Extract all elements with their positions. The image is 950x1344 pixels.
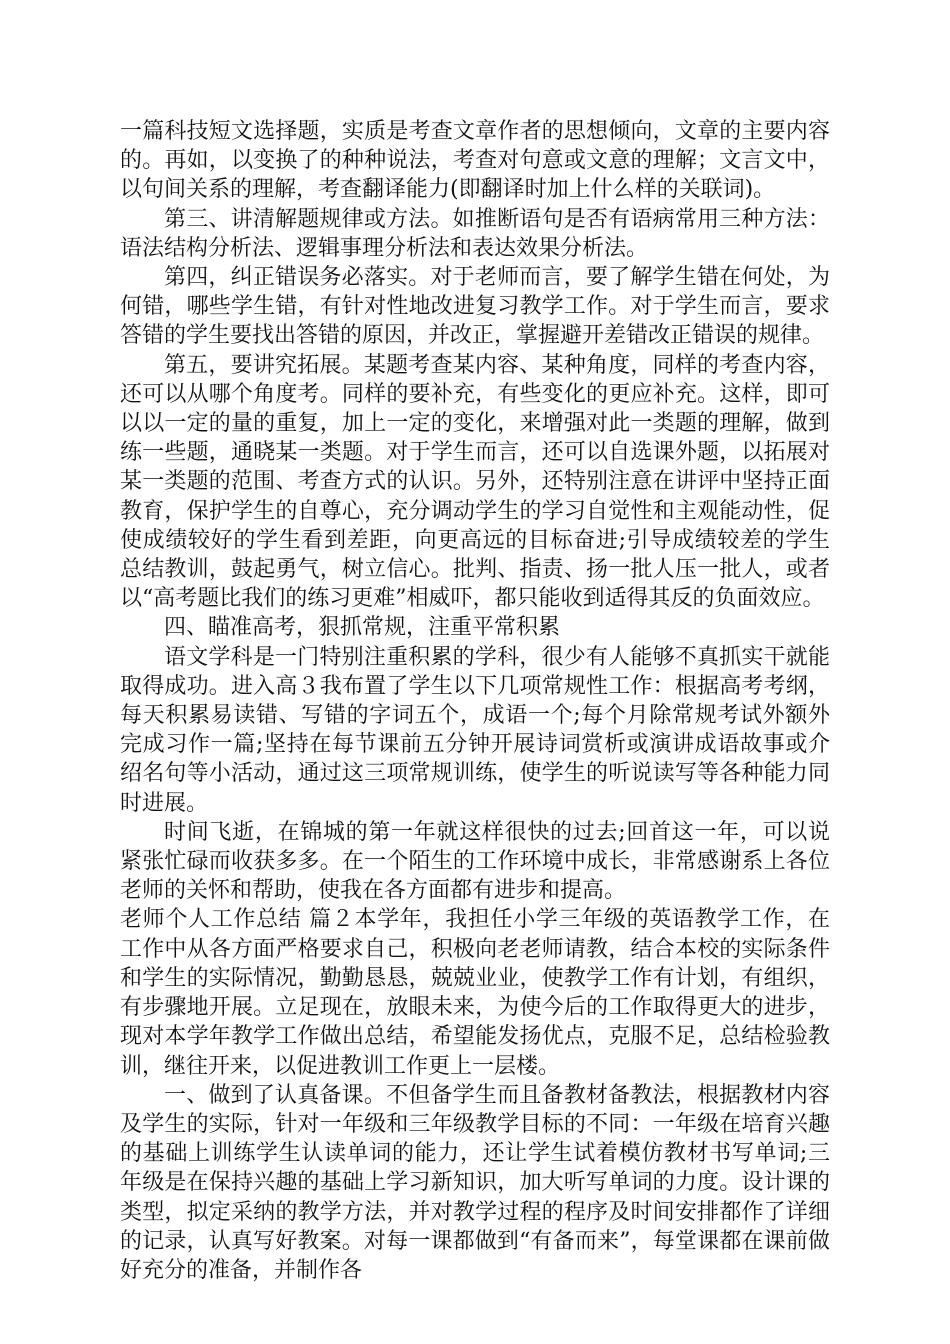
section-heading-four: 四、瞄准高考，狠抓常规，注重平常积累 [164, 615, 561, 641]
paragraph-accumulation: 语文学科是一门特别注重积累的学科，很少有人能够不真抓实干就能取得成功。进入高３我布置了学生以下几项常规性工作：根据高考考纲，每天积累易读错、写错的字词五个，成语一个;每个月除常规考试外额外完成习作一篇;坚持在每节课前五分钟开展诗词赏析或演讲成语故事或介绍名句等小活动，通过这三项常规训练，使学生的听说读写等各种能力同时进展。 [120, 644, 830, 816]
document-page [120, 117, 830, 1285]
paragraph-lesson-prep: 一、做到了认真备课。不但备学生而且备教材备教法，根据教材内容及学生的实际，针对一年级和三年级教学目标的不同：一年级在培育兴趣的基础上训练学生认读单词的能力，还让学生试着模仿教材书写单词;三年级是在保持兴趣的基础上学习新知识，加大听写单词的力度。设计课的类型，拟定采纳的教学方法，并对教学过程的程序及时间安排都作了详细的记录，认真写好教案。对每一课都做到“有备而来”，每堂课都在课前做好充分的准备，并制作各 [120, 1082, 830, 1283]
paragraph-third-point: 第三、讲清解题规律或方法。如推断语句是否有语病常用三种方法：语法结构分析法、逻辑事理分析法和表达效果分析法。 [120, 206, 830, 261]
paragraph-fifth-point: 第五，要讲究拓展。某题考查某内容、某种角度，同样的考查内容，还可以从哪个角度考。同样的要补充，有些变化的更应补充。这样，即可以以一定的量的重复，加上一定的变化，来增强对此一类题的理解，做到练一些题，通晓某一类题。对于学生而言，还可以自选课外题，以拓展对某一类题的范围、考查方式的认识。另外，还特别注意在讲评中坚持正面教育，保护学生的自尊心，充分调动学生的学习自觉性和主观能动性，促使成绩较好的学生看到差距，向更高远的目标奋进;引导成绩较差的学生总结教训，鼓起勇气，树立信心。批判、指责、扬一批人压一批人，或者以“高考题比我们的练习更难”相威吓，都只能收到适得其反的负面效应。 [120, 352, 830, 612]
paragraph-intro-continuation: 一篇科技短文选择题，实质是考查文章作者的思想倾向，文章的主要内容的。再如，以变换了的种种说法，考查对句意或文意的理解；文言文中，以句间关系的理解，考查翻译能力(即翻译时加上什么样的关联词)。 [120, 119, 830, 203]
paragraph-summary-two: 老师个人工作总结 篇２本学年，我担任小学三年级的英语教学工作，在工作中从各方面严格要求自己，积极向老老师请教，结合本校的实际条件和学生的实际情况，勤勤恳恳，兢兢业业，使教学工作有计划，有组织，有步骤地开展。立足现在，放眼未来，为使今后的工作取得更大的进步，现对本学年教学工作做出总结，希望能发扬优点，克服不足，总结检验教训，继往开来，以促进教训工作更上一层楼。 [120, 907, 830, 1079]
paragraph-fourth-point: 第四，纠正错误务必落实。对于老师而言，要了解学生错在何处，为何错，哪些学生错，有针对性地改进复习教学工作。对于学生而言，要求答错的学生要找出答错的原因，并改正，掌握避开差错改正错误的规律。 [120, 265, 830, 349]
paragraph-reflection: 时间飞逝，在锦城的第一年就这样很快的过去;回首这一年，可以说紧张忙碌而收获多多。在一个陌生的工作环境中成长，非常感谢系上各位老师的关怀和帮助，使我在各方面都有进步和提高。 [120, 819, 830, 904]
